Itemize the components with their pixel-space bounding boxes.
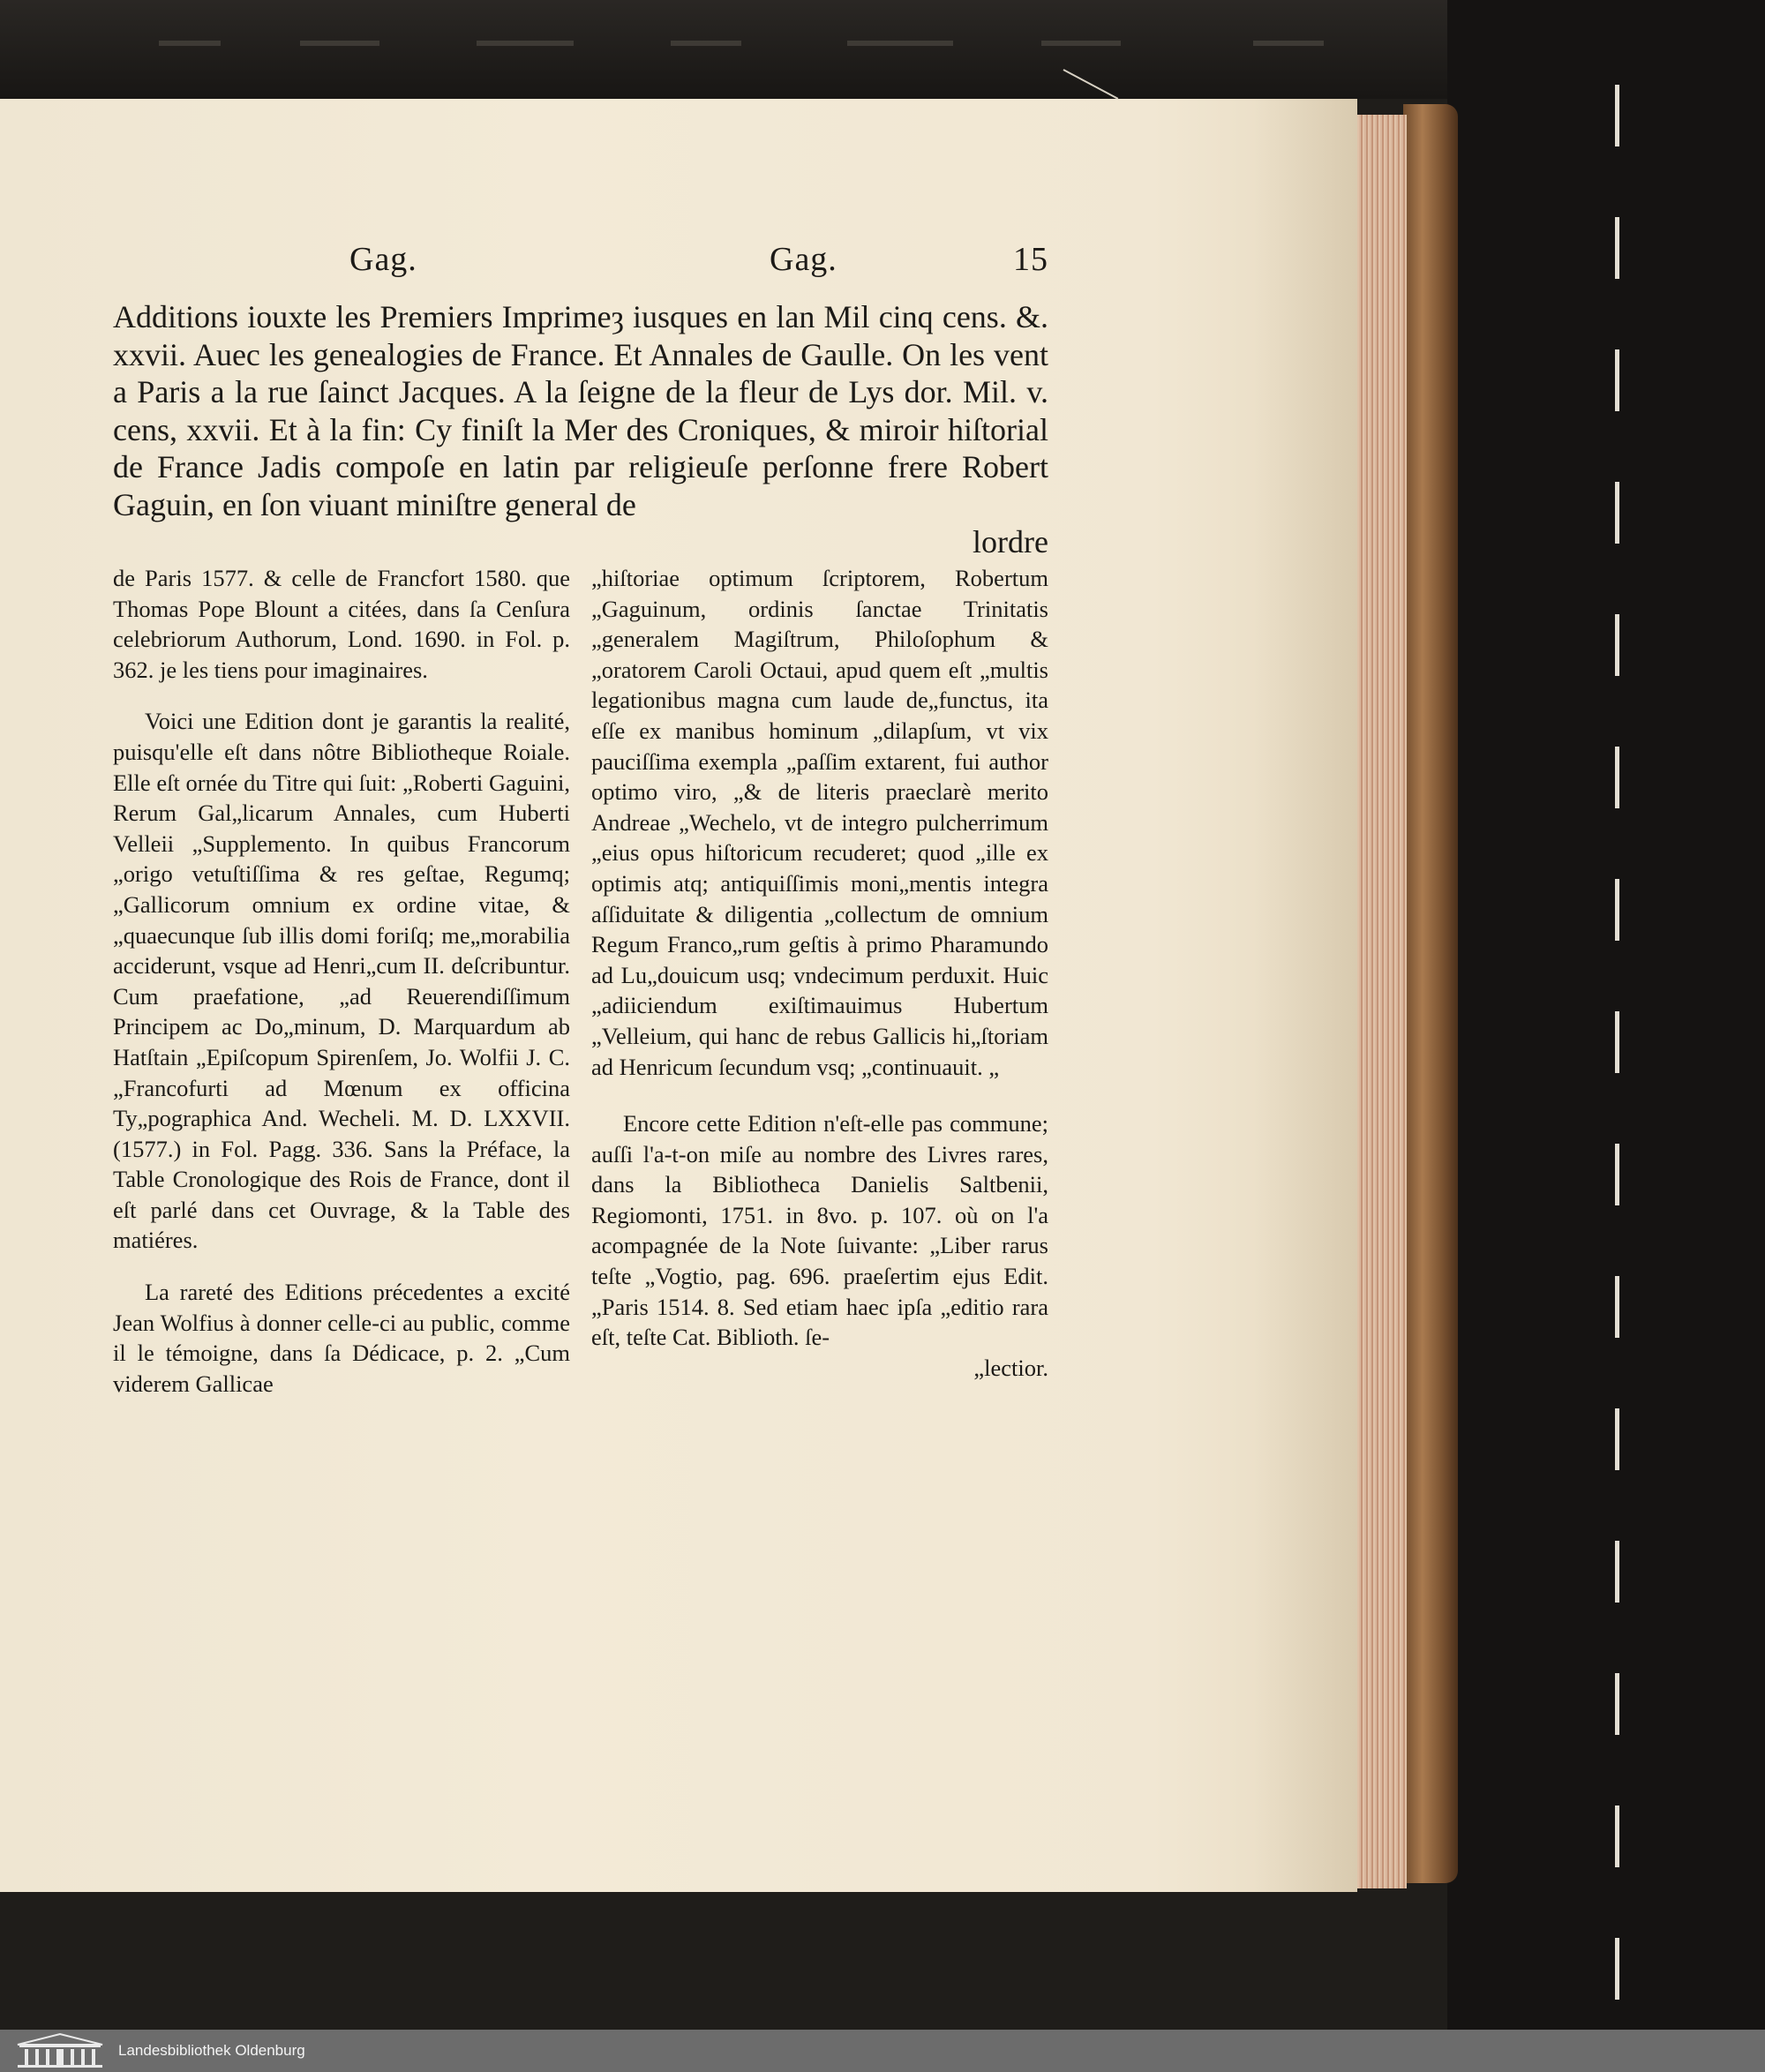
bleed-through-mark: [847, 41, 953, 46]
book-cover-edge: [1403, 104, 1458, 1883]
scan-ruler-tick: [1615, 1408, 1619, 1470]
page-gutter-shadow: [1253, 99, 1357, 1892]
running-head-left: Gag.: [349, 241, 417, 278]
scan-ruler-tick: [1615, 1144, 1619, 1205]
bleed-through-mark: [477, 41, 574, 46]
bleed-through-mark: [1253, 41, 1324, 46]
scan-ruler-tick: [1615, 1541, 1619, 1603]
scan-ruler-tick: [1615, 1011, 1619, 1073]
right-paragraph-1: „hiſtoriae optimum ſcriptorem, Robertum „Gaguinum, ordinis ſanctae Trinitatis „generalem Magiſtrum, Philoſophum & „oratorem Caroli Octaui, apud quem eſt „multis legationibus magna cum laude de„functus, ita eſſe ex manibus hominum „dilapſum, vt vix pauciſſima exempla „paſſim extarent, fui author optimo viro, „& de literis praeclarè merito Andreae „Wechelo, vt de integro pulcherrimum „eius opus hiſtoricum recuderet; quod „ille ex optimis atq; antiquiſſimis moni„mentis integra aſſiduitate & diligentia „collectum de omnium Regum Franco„rum geſtis à primo Pharamundo ad Lu„douicum usq; vndecimum perduxit. Huic „adiiciendum exiſtimauimus Hubertum „Velleium, qui hanc de rebus Gallicis hi„ſtoriam ad Henricum ſecundum vsq; „continuauit. „: [591, 565, 1048, 1080]
scan-ruler-tick: [1615, 747, 1619, 808]
bleed-through-mark: [1041, 41, 1121, 46]
bleed-through-mark: [159, 41, 221, 46]
scan-ruler-tick: [1615, 1805, 1619, 1867]
library-building-icon: [14, 2032, 106, 2069]
left-paragraph-1: de Paris 1577. & celle de Francfort 1580. que Thomas Pope Blount a citées, dans ſa Cenſura celebriorum Authorum, Lond. 1690. in Fol. p. 362. je les tiens pour imaginaires.: [113, 565, 570, 683]
bleed-through-mark: [300, 41, 379, 46]
scan-ruler-tick: [1615, 879, 1619, 941]
title-text: Additions iouxte les Premiers Imprimeȝ iusques en lan Mil cinq cens. &. xxvii. Auec les genealogies de France. Et Annales de Gaulle. On les vent a Paris a la rue ſainct Jacques. A la ſeigne de la fleur de Lys dor. Mil. v. cens, xxvii. Et à la fin: Cy finiſt la Mer des Croniques, & miroir hiſtorial de France Jadis compoſe en latin par religieuſe perſonne frere Robert Gaguin, en ſon viuant miniſtre general de: [113, 299, 1048, 522]
bleed-through-mark: [671, 41, 741, 46]
right-paragraph-2: Encore cette Edition n'eſt-elle pas commune; auſſi l'a-t-on miſe au nombre des Livres rares, dans la Bibliotheca Danielis Saltbenii, Regiomonti, 1751. in 8vo. p. 107. où on l'a acompagnée de la Note ſuivante: „Liber rarus teſte „Vogtio, pag. 696. praeſertim ejus Edit. „Paris 1514. 8. Sed etiam haec ipſa „editio rara eſt, teſte Cat. Biblioth. ſe-: [591, 1110, 1048, 1351]
title-block: [113, 298, 1048, 561]
scan-ruler-tick: [1615, 349, 1619, 411]
page-fore-edge: [1352, 115, 1407, 1888]
left-paragraph-2: Voici une Edition dont je garantis la realité, puisqu'elle eſt dans nôtre Bibliotheque Roiale. Elle eſt ornée du Titre qui ſuit: „Roberti Gaguini, Rerum Gal„licarum Annales, cum Huberti Velleii „Supplemento. In quibus Francorum „origo vetuſtiſſima & res geſtae, Regumq; „Gallicorum omnium ex ordine vitae, & „quaecunque ſub illis domi foriſq; me„morabilia acciderunt, vsque ad Henri„cum II. deſcribuntur. Cum praefatione, „ad Reuerendiſſimum Principem ac Do„minum, D. Marquardum ab Hatſtain „Epiſcopum Spirenſem, Jo. Wolfii J. C. „Francofurti ad Mœnum ex officina Ty„pographica And. Wecheli. M. D. LXXVII. (1577.) in Fol. Pagg. 336. Sans la Préface, la Table Cronologique des Rois de France, dont il eſt parlé dans cet Ouvrage, & la Table des matiéres.: [113, 708, 570, 1254]
right-column: [591, 563, 1048, 1383]
scan-ruler-tick: [1615, 482, 1619, 544]
page-number: 15: [1013, 241, 1048, 278]
library-name: Landesbibliothek Oldenburg: [118, 2042, 305, 2059]
scan-ruler-tick: [1615, 1276, 1619, 1338]
title-last-line: lordre: [973, 524, 1048, 559]
scan-ruler-tick: [1615, 614, 1619, 676]
right-paragraph-2-last-line: „lectior.: [973, 1354, 1048, 1381]
running-head-center: Gag.: [770, 241, 837, 278]
scan-ruler-tick: [1615, 1938, 1619, 2000]
left-paragraph-3: La rareté des Editions précedentes a excité Jean Wolfius à donner celle-ci au public, comme il le témoigne, dans ſa Dédicace, p. 2. „Cum viderem Gallicae: [113, 1279, 570, 1397]
scan-background-right: [1447, 0, 1765, 2030]
scan-ruler-tick: [1615, 85, 1619, 146]
scan-ruler-tick: [1615, 217, 1619, 279]
scan-ruler-tick: [1615, 1673, 1619, 1735]
left-column: [113, 563, 570, 1420]
